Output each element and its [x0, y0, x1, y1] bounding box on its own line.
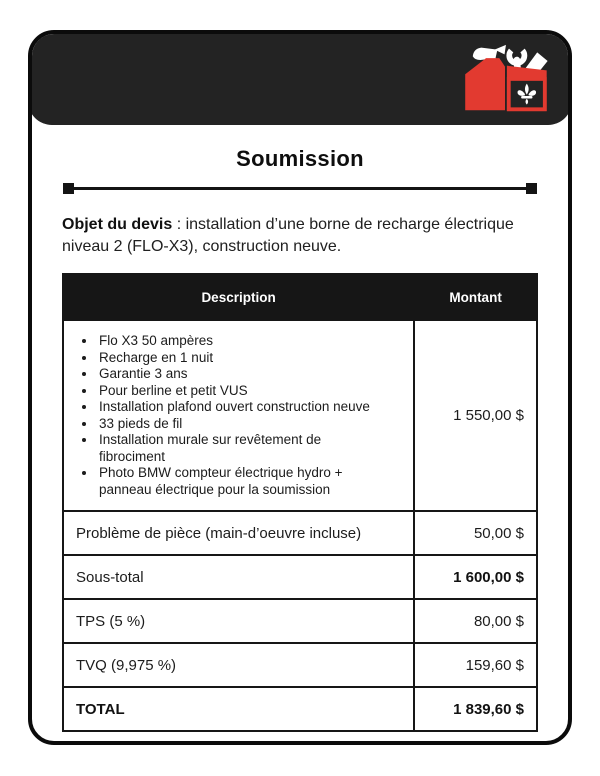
table-header-row — [64, 275, 536, 319]
table-row-subtotal — [64, 554, 536, 598]
quote-subject-label: Objet du devis — [62, 216, 173, 233]
bullet-item: • Installation murale sur revêtement de fibrociment — [97, 432, 383, 465]
divider — [63, 187, 537, 190]
amount-cell: 1 550,00 $ — [453, 407, 524, 424]
bullet-item: • Photo BMW compteur électrique hydro + panneau électrique pour la soumission — [97, 465, 383, 498]
header-bar — [28, 30, 572, 125]
amount-cell: 1 600,00 $ — [453, 568, 524, 586]
amount-cell: 159,60 $ — [465, 656, 524, 674]
row-label: Problème de pièce (main-d’oeuvre incluse) — [64, 512, 415, 554]
bullet-item: • Garantie 3 ans — [97, 366, 383, 383]
toolbox-body — [465, 58, 505, 110]
row-label: TOTAL — [64, 688, 415, 730]
column-header-amount: Montant — [449, 289, 502, 305]
line-items-cell — [64, 321, 415, 510]
quote-subject-description: : installation d’une borne de recharge électrique niveau 2 (FLO-X3), construction neuve. — [62, 216, 514, 255]
table-row-labour — [64, 510, 536, 554]
bullet-item: • 33 pieds de fil — [97, 416, 383, 433]
bullet-item: • Pour berline et petit VUS — [97, 383, 383, 400]
amount-cell: 1 839,60 $ — [453, 700, 524, 718]
bullet-item: • Recharge en 1 nuit — [97, 350, 383, 367]
table-row-line-items — [64, 319, 536, 510]
row-label: TPS (5 %) — [64, 600, 415, 642]
table-row-tps — [64, 598, 536, 642]
quote-table — [62, 273, 538, 732]
quote-card — [28, 30, 572, 745]
table-row-tvq — [64, 642, 536, 686]
amount-cell: 80,00 $ — [473, 612, 524, 630]
bullet-item: • Flo X3 50 ampères — [97, 333, 383, 350]
divider-endpoint-right — [526, 183, 537, 194]
row-label: TVQ (9,975 %) — [64, 644, 415, 686]
page-title: Soumission — [236, 146, 364, 171]
description-bullet-list — [64, 333, 407, 498]
column-header-description: Description — [64, 275, 415, 319]
bullet-item: • Installation plafond ouvert construction neuve — [97, 399, 383, 416]
document-body — [32, 146, 568, 732]
table-row-total — [64, 686, 536, 730]
divider-endpoint-left — [63, 183, 74, 194]
amount-cell: 50,00 $ — [473, 524, 524, 542]
toolbox-logo-icon — [460, 42, 550, 114]
row-label: Sous-total — [64, 556, 415, 598]
quote-subject-text — [62, 214, 538, 258]
